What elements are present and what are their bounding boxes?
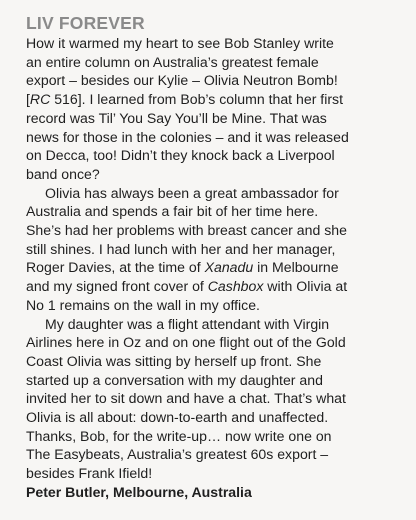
- text-line: Olivia is all about: down-to-earth and unaffected.: [26, 409, 329, 426]
- text-line: The Easybeats, Australia’s greatest 60s export –: [26, 446, 329, 463]
- text-line: [26, 277, 406, 296]
- text-line: Olivia has always been a great ambassador for: [45, 184, 339, 201]
- text-line: [26, 90, 406, 109]
- text-segment: in Melbourne: [253, 259, 339, 276]
- paragraph-2: [26, 184, 406, 315]
- magazine-title: Cashbox: [207, 278, 264, 295]
- letter-article: [26, 13, 406, 502]
- text-line: band once?: [26, 165, 100, 182]
- text-line: started up a conversation with my daughter and: [26, 371, 323, 388]
- letter-headline: LIV FOREVER: [26, 13, 145, 33]
- text-segment: 516]. I learned from Bob’s column that her first: [50, 91, 344, 108]
- text-line: news for those in the colonies – and it was released: [26, 128, 349, 145]
- text-line: on Decca, too! Didn’t they knock back a Liverpool: [26, 147, 335, 164]
- text-line: invited her to sit down and have a chat. That’s what: [26, 390, 346, 407]
- paragraph-3: [26, 315, 406, 483]
- text-line: still shines. I had lunch with her and her manager,: [26, 240, 336, 257]
- magazine-abbrev: RC: [29, 91, 51, 108]
- text-line: Coast Olivia was sitting by herself up front. She: [26, 352, 322, 369]
- text-line: record was Til’ You Say You’ll be Mine. That was: [26, 109, 327, 126]
- text-line: export – besides our Kylie – Olivia Neutron Bomb!: [26, 72, 338, 89]
- text-line: Airlines here in Oz and on one flight out of the Gold: [26, 334, 346, 351]
- text-line: No 1 remains on the wall in my office.: [26, 296, 260, 313]
- paragraph-1: [26, 34, 406, 184]
- text-line: Australia and spends a fair bit of her time here.: [26, 203, 319, 220]
- text-line: besides Frank Ifield!: [26, 465, 153, 482]
- film-title: Xanadu: [204, 259, 254, 276]
- text-segment: [: [26, 91, 30, 108]
- text-line: an entire column on Australia’s greatest female: [26, 53, 319, 70]
- letter-signature: Peter Butler, Melbourne, Australia: [26, 483, 252, 500]
- text-line: [26, 258, 406, 277]
- text-line: Thanks, Bob, for the write-up… now write one on: [26, 427, 332, 444]
- text-segment: and my signed front cover of: [26, 278, 208, 295]
- text-segment: with Olivia at: [263, 278, 348, 295]
- text-line: She’s had her problems with breast cancer and she: [26, 222, 347, 239]
- text-segment: Roger Davies, at the time of: [26, 259, 205, 276]
- text-line: My daughter was a flight attendant with Virgin: [45, 315, 330, 332]
- text-line: How it warmed my heart to see Bob Stanley write: [26, 35, 334, 51]
